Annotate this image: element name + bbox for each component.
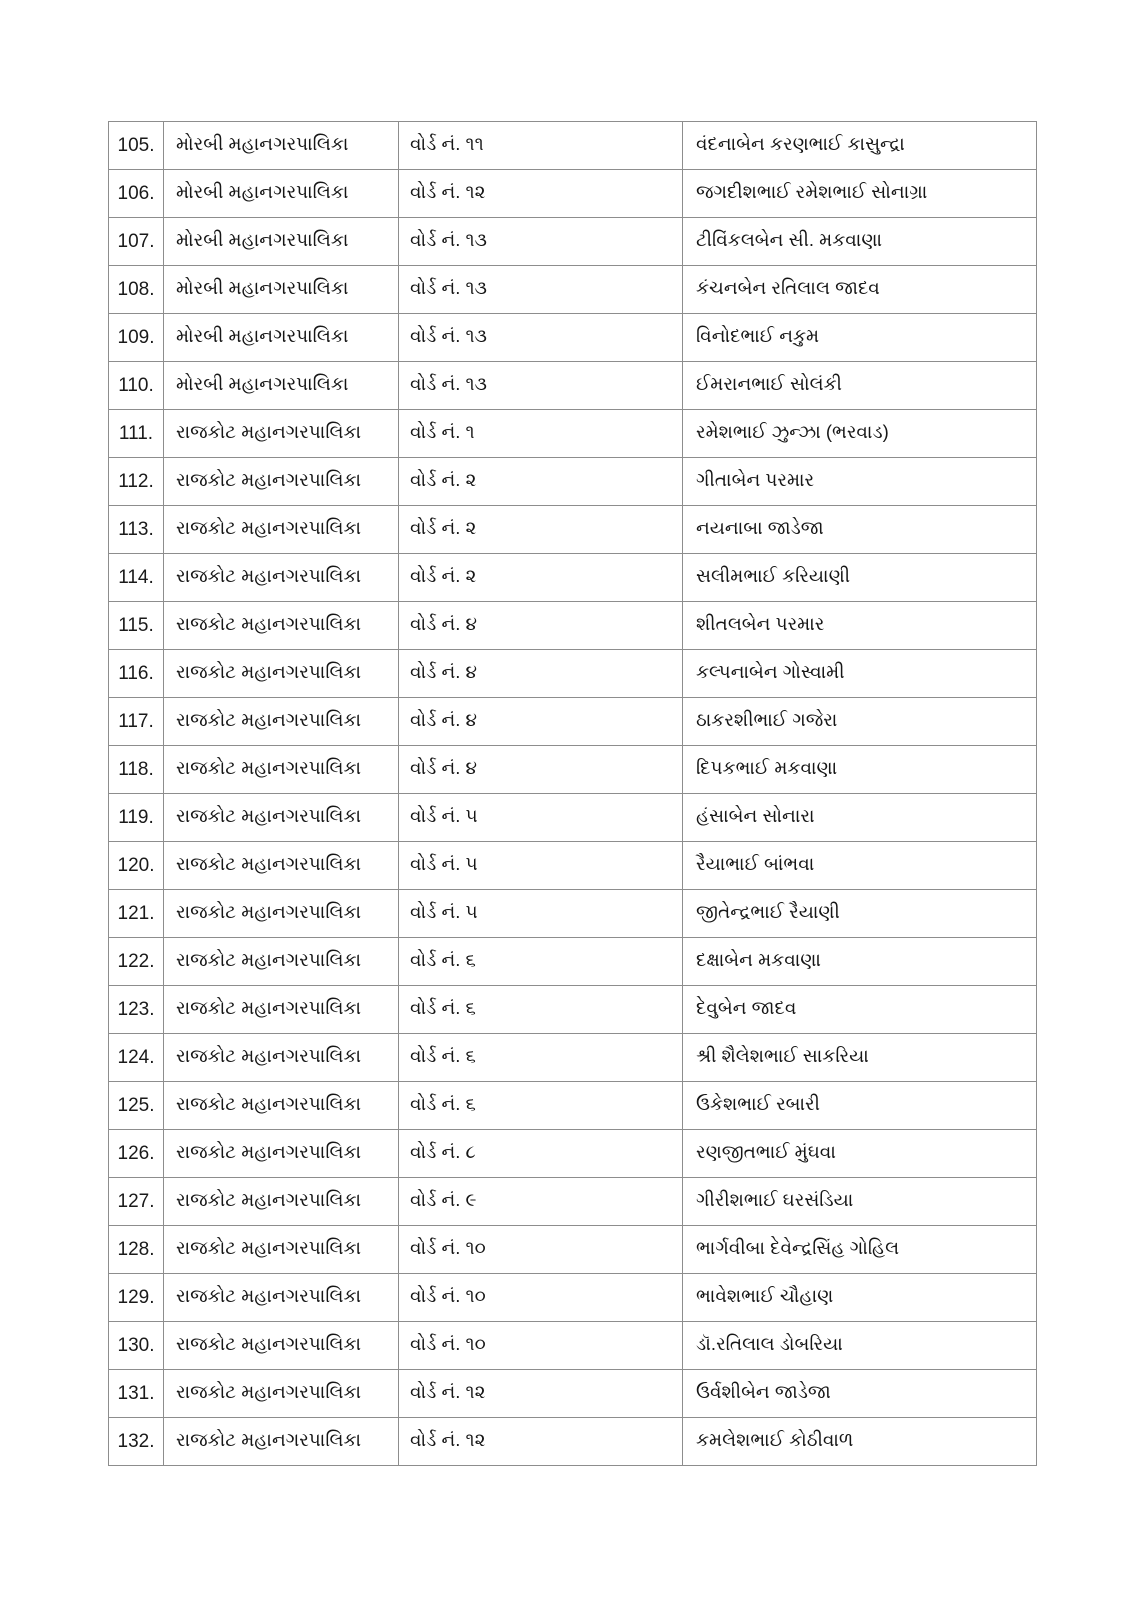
- row-person-name-text: વંદનાબેન કરણભાઈ કાસુન્દ્રા: [696, 133, 905, 154]
- row-corporation-name-text: રાજકોટ મહાનગરપાલિકા: [176, 1429, 362, 1450]
- row-serial-number: [109, 1178, 164, 1226]
- row-corporation-name: [164, 218, 399, 266]
- row-person-name: [683, 1274, 1037, 1322]
- table-row: [109, 938, 1037, 986]
- row-corporation-name: [164, 410, 399, 458]
- row-person-name-text: ઈમરાનભાઈ સોલંકી: [696, 373, 842, 394]
- table-row: [109, 362, 1037, 410]
- row-corporation-name-text: રાજકોટ મહાનગરપાલિકા: [176, 853, 362, 874]
- row-ward-number: [399, 266, 683, 314]
- row-ward-number: [399, 1130, 683, 1178]
- row-serial-number: [109, 458, 164, 506]
- row-ward-number: [399, 1178, 683, 1226]
- row-corporation-name-text: રાજકોટ મહાનગરપાલિકા: [176, 1189, 362, 1210]
- row-ward-number-text: વોર્ડ નં. ૮: [410, 1141, 476, 1162]
- table-row: [109, 650, 1037, 698]
- table-row: [109, 602, 1037, 650]
- table-row: [109, 554, 1037, 602]
- row-serial-number-text: 108.: [117, 279, 155, 300]
- row-ward-number-text: વોર્ડ નં. ૧૦: [410, 1333, 486, 1354]
- row-person-name-text: દિપકભાઈ મકવાણા: [696, 757, 838, 778]
- row-serial-number-text: 106.: [117, 183, 155, 204]
- row-ward-number: [399, 1322, 683, 1370]
- row-serial-number-text: 119.: [118, 807, 154, 828]
- table-row: [109, 1370, 1037, 1418]
- row-serial-number: [109, 890, 164, 938]
- row-person-name-text: દક્ષાબેન મકવાણા: [696, 949, 821, 970]
- row-serial-number: [109, 554, 164, 602]
- roster-table-body: [109, 122, 1037, 1466]
- row-person-name: [683, 554, 1037, 602]
- row-serial-number: [109, 650, 164, 698]
- row-corporation-name: [164, 794, 399, 842]
- row-ward-number: [399, 554, 683, 602]
- row-person-name: [683, 650, 1037, 698]
- row-corporation-name: [164, 506, 399, 554]
- row-serial-number: [109, 314, 164, 362]
- row-person-name: [683, 1178, 1037, 1226]
- row-serial-number: [109, 1034, 164, 1082]
- row-ward-number: [399, 506, 683, 554]
- row-serial-number-text: 120.: [117, 855, 155, 876]
- row-corporation-name: [164, 1322, 399, 1370]
- row-ward-number-text: વોર્ડ નં. ૧૩: [410, 229, 487, 250]
- row-serial-number-text: 110.: [118, 375, 154, 396]
- row-ward-number-text: વોર્ડ નં. ૧૨: [410, 181, 486, 202]
- table-row: [109, 410, 1037, 458]
- row-corporation-name-text: રાજકોટ મહાનગરપાલિકા: [176, 613, 362, 634]
- row-corporation-name-text: રાજકોટ મહાનગરપાલિકા: [176, 469, 362, 490]
- row-serial-number: [109, 506, 164, 554]
- row-corporation-name-text: રાજકોટ મહાનગરપાલિકા: [176, 421, 362, 442]
- row-corporation-name-text: રાજકોટ મહાનગરપાલિકા: [176, 1333, 362, 1354]
- table-row: [109, 1274, 1037, 1322]
- row-serial-number-text: 111.: [118, 423, 154, 444]
- row-ward-number-text: વોર્ડ નં. ૧૦: [410, 1237, 486, 1258]
- row-corporation-name: [164, 170, 399, 218]
- row-corporation-name-text: રાજકોટ મહાનગરપાલિકા: [176, 517, 362, 538]
- row-ward-number-text: વોર્ડ નં. ૧: [410, 421, 475, 442]
- row-serial-number-text: 127.: [117, 1191, 155, 1212]
- row-person-name-text: ટીવિંકલબેન સી. મકવાણા: [696, 229, 882, 250]
- row-corporation-name-text: મોરબી મહાનગરપાલિકા: [176, 229, 349, 250]
- row-person-name-text: ડૉ.રતિલાલ ડોબરિયા: [696, 1333, 843, 1354]
- row-corporation-name: [164, 1082, 399, 1130]
- row-serial-number: [109, 122, 164, 170]
- row-person-name-text: ઠાકરશીભાઈ ગજેરા: [696, 709, 838, 730]
- row-person-name: [683, 890, 1037, 938]
- row-person-name-text: ઉકેશભાઈ રબારી: [696, 1093, 820, 1114]
- row-corporation-name-text: રાજકોટ મહાનગરપાલિકા: [176, 1093, 362, 1114]
- row-ward-number: [399, 842, 683, 890]
- row-person-name: [683, 458, 1037, 506]
- row-serial-number-text: 123.: [117, 999, 155, 1020]
- table-row: [109, 986, 1037, 1034]
- row-serial-number-text: 132.: [117, 1431, 155, 1452]
- row-ward-number: [399, 890, 683, 938]
- row-ward-number-text: વોર્ડ નં. ૨: [410, 469, 477, 490]
- table-row: [109, 506, 1037, 554]
- row-corporation-name-text: મોરબી મહાનગરપાલિકા: [176, 181, 349, 202]
- row-ward-number-text: વોર્ડ નં. ૧૩: [410, 325, 487, 346]
- row-serial-number-text: 115.: [118, 615, 154, 636]
- row-person-name-text: કમલેશભાઈ કોઠીવાળ: [696, 1429, 854, 1450]
- row-person-name: [683, 170, 1037, 218]
- row-person-name-text: જગદીશભાઈ રમેશભાઈ સોનાગ્રા: [696, 181, 928, 202]
- row-corporation-name-text: રાજકોટ મહાનગરપાલિકા: [176, 709, 362, 730]
- row-person-name: [683, 1034, 1037, 1082]
- row-corporation-name: [164, 1226, 399, 1274]
- table-row: [109, 1082, 1037, 1130]
- row-person-name: [683, 314, 1037, 362]
- row-corporation-name: [164, 314, 399, 362]
- row-person-name: [683, 1418, 1037, 1466]
- row-person-name: [683, 218, 1037, 266]
- row-corporation-name-text: રાજકોટ મહાનગરપાલિકા: [176, 805, 362, 826]
- row-serial-number: [109, 218, 164, 266]
- row-ward-number-text: વોર્ડ નં. ૪: [410, 757, 477, 778]
- row-person-name: [683, 842, 1037, 890]
- table-row: [109, 458, 1037, 506]
- row-corporation-name-text: મોરબી મહાનગરપાલિકા: [176, 133, 349, 154]
- row-corporation-name: [164, 938, 399, 986]
- row-serial-number-text: 130.: [117, 1335, 155, 1356]
- row-ward-number-text: વોર્ડ નં. ૬: [410, 949, 476, 970]
- row-serial-number: [109, 1418, 164, 1466]
- row-corporation-name: [164, 458, 399, 506]
- row-corporation-name: [164, 698, 399, 746]
- row-person-name: [683, 362, 1037, 410]
- row-ward-number: [399, 1034, 683, 1082]
- row-corporation-name: [164, 1418, 399, 1466]
- row-serial-number-text: 112.: [118, 471, 154, 492]
- table-row: [109, 1034, 1037, 1082]
- row-person-name: [683, 1370, 1037, 1418]
- row-person-name-text: ગીરીશભાઈ ઘરસંડિયા: [696, 1189, 854, 1210]
- row-corporation-name-text: રાજકોટ મહાનગરપાલિકા: [176, 949, 362, 970]
- row-serial-number-text: 131.: [117, 1383, 155, 1404]
- row-corporation-name: [164, 266, 399, 314]
- row-person-name: [683, 506, 1037, 554]
- row-person-name: [683, 410, 1037, 458]
- row-person-name-text: જીતેન્દ્રભાઈ રૈયાણી: [696, 901, 840, 922]
- row-ward-number-text: વોર્ડ નં. ૧૦: [410, 1285, 486, 1306]
- row-corporation-name: [164, 1130, 399, 1178]
- row-ward-number: [399, 986, 683, 1034]
- row-serial-number: [109, 362, 164, 410]
- row-serial-number: [109, 842, 164, 890]
- row-serial-number: [109, 266, 164, 314]
- row-serial-number-text: 118.: [118, 759, 154, 780]
- row-corporation-name: [164, 986, 399, 1034]
- row-serial-number-text: 114.: [118, 567, 154, 588]
- row-ward-number: [399, 698, 683, 746]
- roster-table-container: [108, 121, 1036, 1466]
- table-row: [109, 698, 1037, 746]
- row-person-name-text: ભાર્ગવીબા દેવેન્દ્રસિંહ ગોહિલ: [696, 1237, 900, 1258]
- row-ward-number-text: વોર્ડ નં. ૫: [410, 901, 478, 922]
- row-person-name-text: શીતલબેન પરમાર: [696, 613, 825, 634]
- row-serial-number-text: 124.: [117, 1047, 155, 1068]
- row-ward-number-text: વોર્ડ નં. ૪: [410, 613, 477, 634]
- row-ward-number: [399, 794, 683, 842]
- row-person-name: [683, 986, 1037, 1034]
- row-ward-number: [399, 1226, 683, 1274]
- row-person-name: [683, 122, 1037, 170]
- row-person-name-text: રૈયાભાઈ બાંભવા: [696, 853, 815, 874]
- row-person-name: [683, 1226, 1037, 1274]
- row-ward-number: [399, 1274, 683, 1322]
- row-ward-number: [399, 1418, 683, 1466]
- row-corporation-name: [164, 1370, 399, 1418]
- row-serial-number-text: 121.: [117, 903, 155, 924]
- row-serial-number: [109, 1082, 164, 1130]
- row-serial-number: [109, 1226, 164, 1274]
- row-serial-number: [109, 794, 164, 842]
- row-ward-number-text: વોર્ડ નં. ૧૩: [410, 373, 487, 394]
- table-row: [109, 1130, 1037, 1178]
- row-serial-number-text: 128.: [117, 1239, 155, 1260]
- row-corporation-name: [164, 1274, 399, 1322]
- row-corporation-name: [164, 842, 399, 890]
- row-ward-number-text: વોર્ડ નં. ૨: [410, 565, 477, 586]
- row-serial-number: [109, 602, 164, 650]
- table-row: [109, 1226, 1037, 1274]
- row-corporation-name-text: રાજકોટ મહાનગરપાલિકા: [176, 1285, 362, 1306]
- row-corporation-name: [164, 746, 399, 794]
- row-corporation-name: [164, 650, 399, 698]
- row-serial-number-text: 107.: [117, 231, 155, 252]
- row-person-name-text: કલ્પનાબેન ગોસ્વામી: [696, 661, 845, 682]
- row-ward-number-text: વોર્ડ નં. ૫: [410, 805, 478, 826]
- row-ward-number: [399, 410, 683, 458]
- row-serial-number-text: 109.: [117, 327, 155, 348]
- row-person-name: [683, 746, 1037, 794]
- row-serial-number-text: 116.: [118, 663, 154, 684]
- row-corporation-name-text: રાજકોટ મહાનગરપાલિકા: [176, 565, 362, 586]
- row-person-name: [683, 794, 1037, 842]
- row-corporation-name-text: રાજકોટ મહાનગરપાલિકા: [176, 757, 362, 778]
- row-serial-number: [109, 1130, 164, 1178]
- row-ward-number-text: વોર્ડ નં. ૪: [410, 661, 477, 682]
- row-person-name: [683, 602, 1037, 650]
- row-person-name-text: રમેશભાઈ ઝુન્ઝા (ભરવાડ): [696, 421, 889, 442]
- row-corporation-name-text: રાજકોટ મહાનગરપાલિકા: [176, 661, 362, 682]
- row-corporation-name: [164, 1178, 399, 1226]
- row-ward-number: [399, 1082, 683, 1130]
- row-ward-number: [399, 218, 683, 266]
- row-serial-number: [109, 938, 164, 986]
- row-person-name-text: ઉર્વશીબેન જાડેજા: [696, 1381, 831, 1402]
- table-row: [109, 122, 1037, 170]
- row-ward-number: [399, 122, 683, 170]
- row-corporation-name-text: રાજકોટ મહાનગરપાલિકા: [176, 1045, 362, 1066]
- row-person-name: [683, 938, 1037, 986]
- row-person-name: [683, 1322, 1037, 1370]
- table-row: [109, 170, 1037, 218]
- row-person-name-text: દેવુબેન જાદવ: [696, 997, 797, 1018]
- row-corporation-name-text: મોરબી મહાનગરપાલિકા: [176, 325, 349, 346]
- row-person-name-text: હંસાબેન સોનારા: [696, 805, 815, 826]
- row-ward-number-text: વોર્ડ નં. ૧૩: [410, 277, 487, 298]
- row-person-name-text: ગીતાબેન પરમાર: [696, 469, 815, 490]
- row-ward-number: [399, 458, 683, 506]
- table-row: [109, 218, 1037, 266]
- row-serial-number: [109, 986, 164, 1034]
- row-serial-number: [109, 1322, 164, 1370]
- table-row: [109, 794, 1037, 842]
- row-serial-number-text: 105.: [117, 135, 155, 156]
- row-ward-number-text: વોર્ડ નં. ૪: [410, 709, 477, 730]
- row-corporation-name-text: રાજકોટ મહાનગરપાલિકા: [176, 1237, 362, 1258]
- row-serial-number: [109, 1370, 164, 1418]
- row-corporation-name: [164, 1034, 399, 1082]
- row-corporation-name-text: મોરબી મહાનગરપાલિકા: [176, 277, 349, 298]
- row-person-name-text: રણજીતભાઈ મુંઘવા: [696, 1141, 836, 1162]
- row-corporation-name: [164, 554, 399, 602]
- row-serial-number: [109, 410, 164, 458]
- row-ward-number-text: વોર્ડ નં. ૬: [410, 1045, 476, 1066]
- table-row: [109, 1178, 1037, 1226]
- row-person-name-text: સલીમભાઈ કરિયાણી: [696, 565, 850, 586]
- row-corporation-name-text: રાજકોટ મહાનગરપાલિકા: [176, 997, 362, 1018]
- row-ward-number-text: વોર્ડ નં. ૧૨: [410, 1429, 486, 1450]
- roster-table: [108, 121, 1037, 1466]
- row-ward-number-text: વોર્ડ નં. ૬: [410, 1093, 476, 1114]
- row-ward-number: [399, 1370, 683, 1418]
- row-ward-number: [399, 314, 683, 362]
- row-ward-number: [399, 650, 683, 698]
- row-person-name: [683, 1082, 1037, 1130]
- row-serial-number-text: 126.: [117, 1143, 155, 1164]
- row-corporation-name: [164, 602, 399, 650]
- row-corporation-name-text: રાજકોટ મહાનગરપાલિકા: [176, 1381, 362, 1402]
- row-person-name-text: નયનાબા જાડેજા: [696, 517, 824, 538]
- row-person-name-text: કંચનબેન રતિલાલ જાદવ: [696, 277, 880, 298]
- row-ward-number: [399, 746, 683, 794]
- row-ward-number-text: વોર્ડ નં. ૯: [410, 1189, 477, 1210]
- row-corporation-name-text: રાજકોટ મહાનગરપાલિકા: [176, 901, 362, 922]
- row-corporation-name: [164, 890, 399, 938]
- row-corporation-name: [164, 122, 399, 170]
- row-serial-number: [109, 746, 164, 794]
- row-serial-number-text: 129.: [117, 1287, 155, 1308]
- row-ward-number-text: વોર્ડ નં. ૨: [410, 517, 477, 538]
- row-serial-number-text: 122.: [117, 951, 155, 972]
- table-row: [109, 1418, 1037, 1466]
- table-row: [109, 266, 1037, 314]
- table-row: [109, 746, 1037, 794]
- row-ward-number: [399, 170, 683, 218]
- row-serial-number: [109, 698, 164, 746]
- row-serial-number-text: 117.: [118, 711, 154, 732]
- row-person-name: [683, 1130, 1037, 1178]
- row-corporation-name: [164, 362, 399, 410]
- row-person-name-text: વિનોદભાઈ નકુમ: [696, 325, 820, 346]
- row-corporation-name-text: મોરબી મહાનગરપાલિકા: [176, 373, 349, 394]
- row-corporation-name-text: રાજકોટ મહાનગરપાલિકા: [176, 1141, 362, 1162]
- row-ward-number-text: વોર્ડ નં. ૬: [410, 997, 476, 1018]
- row-person-name-text: ભાવેશભાઈ ચૌહાણ: [696, 1285, 834, 1306]
- row-person-name-text: શ્રી શૈલેશભાઈ સાકરિયા: [696, 1045, 869, 1066]
- row-person-name: [683, 266, 1037, 314]
- row-ward-number: [399, 938, 683, 986]
- table-row: [109, 1322, 1037, 1370]
- table-row: [109, 890, 1037, 938]
- table-row: [109, 314, 1037, 362]
- row-ward-number: [399, 362, 683, 410]
- table-row: [109, 842, 1037, 890]
- row-serial-number: [109, 1274, 164, 1322]
- row-ward-number-text: વોર્ડ નં. ૧૧: [410, 133, 484, 154]
- row-serial-number: [109, 170, 164, 218]
- row-person-name: [683, 698, 1037, 746]
- row-ward-number-text: વોર્ડ નં. ૫: [410, 853, 478, 874]
- row-ward-number-text: વોર્ડ નં. ૧૨: [410, 1381, 486, 1402]
- row-serial-number-text: 113.: [118, 519, 154, 540]
- row-serial-number-text: 125.: [117, 1095, 155, 1116]
- row-ward-number: [399, 602, 683, 650]
